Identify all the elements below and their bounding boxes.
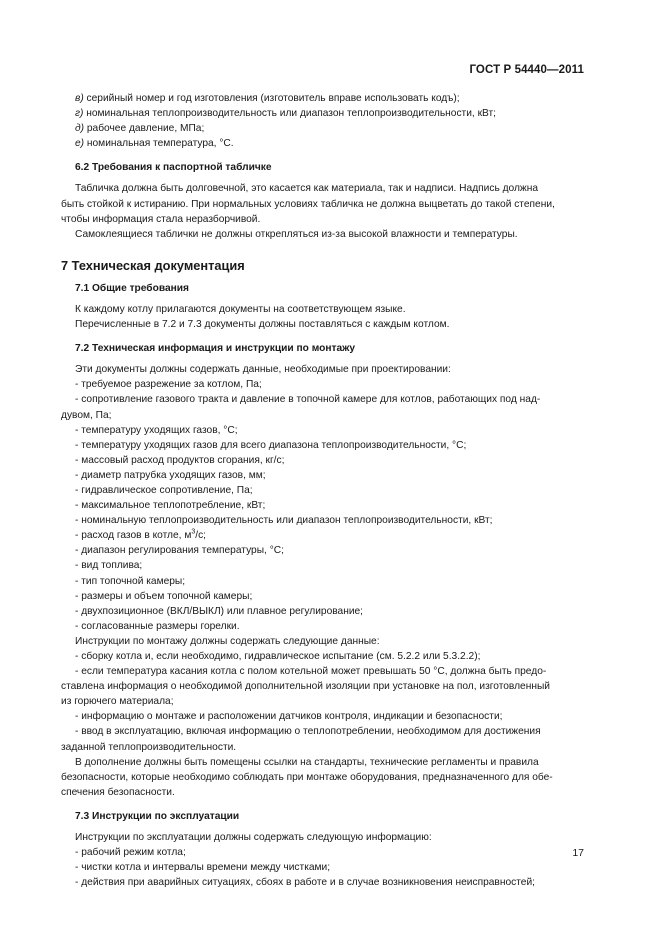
section-7-title: 7 Техническая документация [61, 257, 245, 273]
list-item: - температуру уходящих газов для всего диапазона теплопроизводительности, °С; [75, 439, 467, 451]
paragraph-line: Эти документы должны содержать данные, необходимые при проектировании: [75, 364, 451, 376]
list-text: - расход газов в котле, м [75, 530, 192, 542]
paragraph-line: Инструкции по эксплуатации должны содержать следующую информацию: [75, 832, 432, 844]
page-body [61, 91, 584, 890]
list-item: - максимальное теплопотребление, кВт; [75, 500, 266, 512]
paragraph-line: безопасности, которые необходимо соблюдать при монтаже оборудования, предназначенного для обе- [61, 771, 553, 783]
list-item: - согласованные размеры горелки. [75, 620, 240, 632]
list-letter: д) [75, 123, 85, 135]
list-item: - чистки котла и интервалы времени между чистками; [75, 862, 331, 874]
page-number: 17 [572, 847, 584, 859]
list-item: - требуемое разрежение за котлом, Па; [75, 379, 262, 391]
list-letter: в) [75, 93, 84, 104]
list-item: - размеры и объем топочной камеры; [75, 590, 253, 602]
list-item-e [75, 136, 584, 151]
paragraph-line: Табличка должна быть долговечной, это касается как материала, так и надписи. Надпись должна [75, 183, 539, 195]
list-item: - действия при аварийных ситуациях, сбоях в работе и в случае возникновения неисправностей; [75, 877, 535, 889]
list-item: - тип топочной камеры; [75, 575, 186, 587]
paragraph-line: Инструкции по монтажу должны содержать следующие данные: [75, 635, 380, 647]
list-text: номинальная температура, °С. [84, 138, 234, 150]
section-6-2-title: 6.2 Требования к паспортной табличке [75, 162, 272, 174]
list-item: - информацию о монтаже и расположении датчиков контроля, индикации и безопасности; [75, 711, 503, 723]
list-text: номинальная теплопроизводительность или диапазон теплопроизводительности, кВт; [83, 108, 496, 120]
list-letter: е) [75, 138, 85, 150]
list-item: - температуру уходящих газов, °С; [75, 424, 238, 436]
list-item: - массовый расход продуктов сгорания, кг/с; [75, 454, 285, 466]
paragraph-line: В дополнение должны быть помещены ссылки на стандарты, технические регламенты и правила [75, 756, 539, 768]
list-item-d [75, 121, 584, 136]
list-item-v [75, 91, 584, 106]
list-item-g [75, 106, 584, 121]
list-item-continuation: дувом, Па; [61, 409, 112, 421]
list-item: - диаметр патрубка уходящих газов, мм; [75, 469, 266, 481]
list-item: - двухпозиционное (ВКЛ/ВЫКЛ) или плавное регулирование; [75, 605, 364, 617]
list-item-continuation: ставлена информация о необходимой дополнительной изоляции при установке на пол, изготовленный [61, 681, 550, 693]
list-item: - рабочий режим котла; [75, 847, 186, 859]
list-item-continuation: из горючего материала; [61, 696, 174, 708]
list-item: - ввод в эксплуатацию, включая информацию о теплопотреблении, необходимом для достижения [75, 726, 541, 738]
list-item: - номинальную теплопроизводительность или диапазон теплопроизводительности, кВт; [75, 515, 493, 527]
section-7-3-title: 7.3 Инструкции по эксплуатации [75, 810, 240, 822]
section-7-1-title: 7.1 Общие требования [75, 282, 189, 294]
list-item: - гидравлическое сопротивление, Па; [75, 484, 253, 496]
list-text: рабочее давление, МПа; [84, 123, 205, 135]
list-text: серийный номер и год изготовления (изготовитель вправе использовать кодъ); [83, 93, 460, 104]
paragraph-line: Перечисленные в 7.2 и 7.3 документы должны поставляться с каждым котлом. [75, 319, 450, 331]
paragraph-line: чтобы информация стала неразборчивой. [61, 213, 261, 225]
list-text: /с; [195, 530, 206, 542]
list-item: - если температура касания котла с полом котельной может превышать 50 °С, должна быть предо- [75, 666, 547, 678]
list-item: - вид топлива; [75, 560, 143, 572]
list-item: - диапазон регулирования температуры, °С; [75, 545, 284, 557]
list-item: - сопротивление газового тракта и давление в топочной камере для котлов, работающих под над- [75, 394, 541, 406]
paragraph-line: быть стойкой к истиранию. При нормальных условиях табличка не должна выцветать до такой степени, [61, 198, 555, 210]
list-item [75, 528, 584, 543]
paragraph-line: спечения безопасности. [61, 786, 175, 798]
section-7-2-title: 7.2 Техническая информация и инструкции по монтажу [75, 343, 356, 355]
superscript: 3 [191, 528, 196, 536]
paragraph-line: К каждому котлу прилагаются документы на соответствующем языке. [75, 303, 406, 315]
paragraph-line: Самоклеящиеся таблички не должны открепляться из-за высокой влажности и температуры. [75, 228, 518, 240]
list-letter: г) [75, 108, 84, 120]
document-id-header: ГОСТ Р 54440—2011 [469, 64, 584, 76]
list-item-continuation: заданной теплопроизводительности. [61, 741, 237, 753]
list-item: - сборку котла и, если необходимо, гидравлическое испытание (см. 5.2.2 или 5.3.2.2); [75, 651, 481, 662]
